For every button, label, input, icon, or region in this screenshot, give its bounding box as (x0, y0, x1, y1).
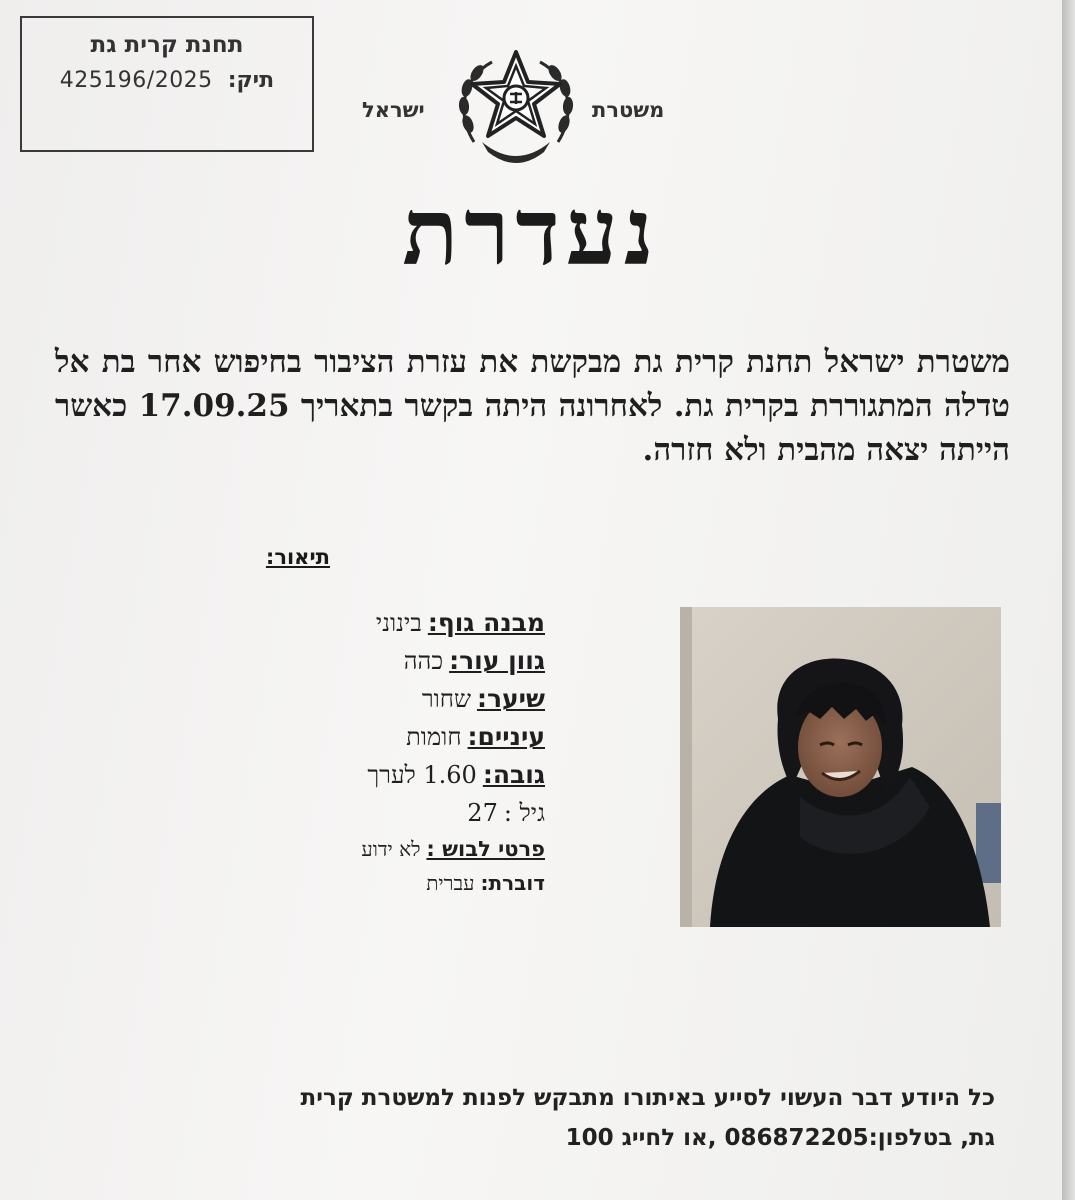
file-number: 425196/2025 (59, 68, 213, 93)
detail-skin (200, 642, 545, 680)
footer-line-2: גת, בטלפון:086872205 ,או לחייג 100 (565, 1125, 995, 1151)
detail-clothing (200, 832, 545, 866)
appeal-paragraph: משטרת ישראל תחנת קרית גת מבקשת את עזרת הציבור בחיפוש אחר בת אל טדלה המתגוררת בקרית גת. לאחרונה היתה בקשר בתאריך 17.09.25 כאשר הייתה יצאה מהבית ולא חזרה. (55, 344, 1010, 468)
detail-value: 1.60 לערך (367, 761, 477, 789)
detail-value: 27 (467, 799, 498, 827)
detail-value: עברית (426, 871, 475, 895)
israel-police-emblem-icon (452, 44, 580, 172)
contact-footer (40, 1078, 995, 1158)
detail-hair (200, 680, 545, 718)
detail-label: פרטי לבוש : (426, 837, 545, 861)
station-name: תחנת קרית גת (90, 32, 244, 58)
detail-language (200, 866, 545, 900)
missing-person-photo (680, 607, 1001, 927)
station-file-box (20, 16, 314, 152)
detail-label: גובה: (482, 760, 545, 789)
description-list (200, 604, 545, 900)
detail-age (200, 794, 545, 832)
detail-label: עיניים: (467, 722, 545, 751)
police-word-israel: ישראל (362, 98, 425, 122)
detail-label: גיל : (503, 799, 545, 827)
headline-missing: נעדרת (402, 178, 660, 286)
footer-line-1: כל היודע דבר העשוי לסייע באיתורו מתבקש לפנות למשטרת קרית (300, 1085, 995, 1111)
detail-label: דוברת: (480, 871, 545, 895)
detail-eyes (200, 718, 545, 756)
detail-label: גוון עור: (449, 646, 545, 675)
detail-value: לא ידוע (361, 837, 421, 861)
detail-label: שיער: (476, 684, 545, 713)
detail-height (200, 756, 545, 794)
police-word-mishteret: משטרת (592, 98, 665, 122)
detail-build (200, 604, 545, 642)
detail-value: שחור (421, 685, 471, 713)
detail-label: מבנה גוף: (427, 608, 545, 637)
detail-value: בינוני (375, 609, 422, 637)
screen-edge (1062, 0, 1075, 1200)
file-label: תיק: (227, 68, 275, 93)
detail-value: כהה (403, 647, 444, 675)
file-row (22, 68, 312, 93)
detail-value: חומות (406, 723, 462, 751)
description-heading: תיאור: (265, 545, 330, 569)
